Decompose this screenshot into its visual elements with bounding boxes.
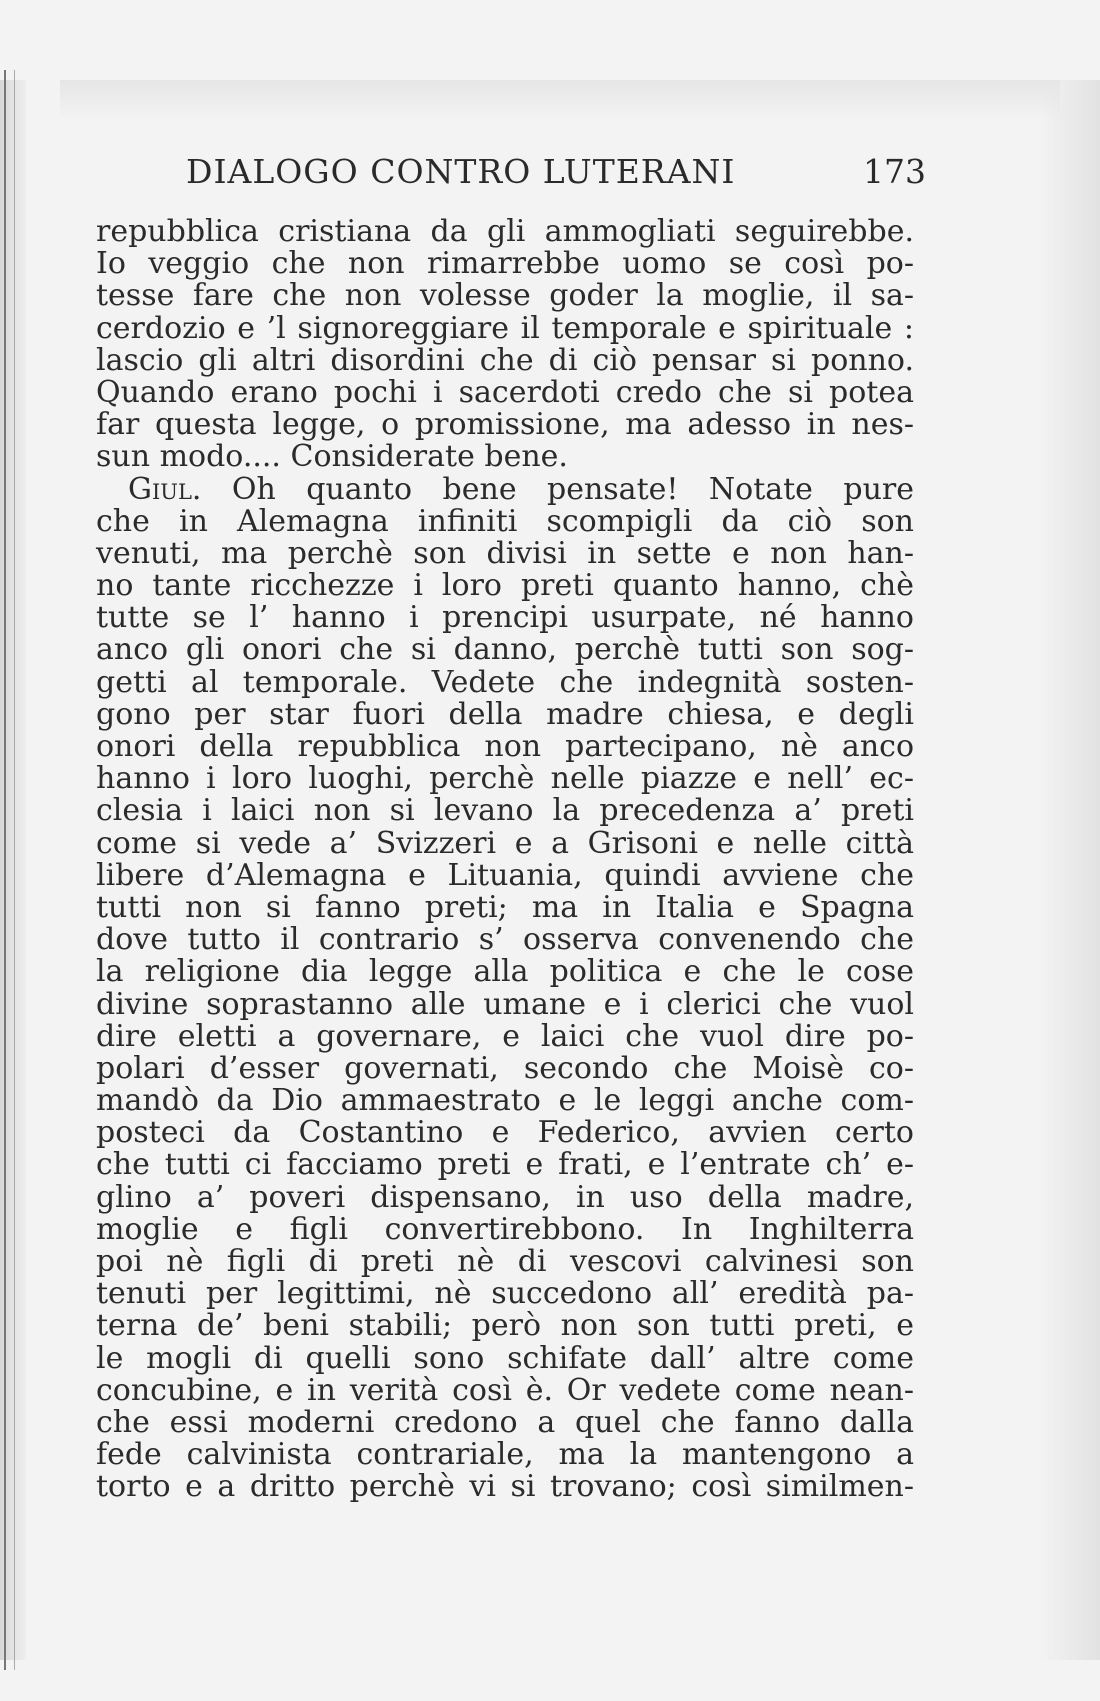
text-line: poi nè figli di preti nè di vescovi calvinesi son: [96, 1244, 914, 1279]
text-line: Io veggio che non rimarrebbe uomo se così po-: [96, 246, 914, 282]
text-line: concubine, e in verità così è. Or vedete come nean-: [96, 1372, 914, 1408]
text-line: dove tutto il contrario s’ osserva convenendo che: [96, 922, 914, 958]
text-line: la religione dia legge alla politica e che le cose: [96, 954, 914, 990]
body-text: [96, 216, 914, 1504]
running-title: DIALOGO CONTRO LUTERANI: [186, 152, 736, 191]
text-line: tenuti per legittimi, nè succedono all’ eredità pa-: [96, 1276, 914, 1312]
speaker-name: Giul.: [128, 471, 202, 507]
text-line: posteci da Costantino e Federico, avvien certo: [96, 1115, 914, 1151]
text-line: che in Alemagna infiniti scompigli da ciò son: [96, 503, 914, 539]
binding-line-inner: [14, 70, 15, 1670]
text-line: clesia i laici non si levano la precedenza a’ preti: [96, 793, 914, 829]
text-line: lascio gli altri disordini che di ciò pensar si ponno.: [96, 342, 914, 378]
text-line: gono per star fuori della madre chiesa, e degli: [96, 696, 914, 732]
page-number: 173: [863, 152, 926, 191]
text-line: le mogli di quelli sono schifate dall’ altre come: [96, 1340, 914, 1376]
text-line: tutte se l’ hanno i prencipi usurpate, né hanno: [96, 600, 914, 636]
text-line: onori della repubblica non partecipano, nè anco: [96, 729, 914, 764]
text-line: polari d’esser governati, secondo che Moisè co-: [96, 1050, 914, 1086]
text-line: repubblica cristiana da gli ammogliati seguirebbe.: [96, 214, 914, 249]
binding-line: [4, 70, 6, 1670]
text-line: terna de’ beni stabili; però non son tutti preti, e: [96, 1308, 914, 1344]
text-line: divine soprastanno alle umane e i clerici che vuol: [96, 986, 914, 1022]
text-line: che tutti ci facciamo preti e frati, e l’entrate ch’ e-: [96, 1147, 914, 1183]
text-line: Giul. Oh quanto bene pensate! Notate pure: [128, 471, 914, 507]
text-line: cerdozio e ’l signoreggiare il temporale e spirituale :: [96, 310, 914, 346]
text-line: venuti, ma perchè son divisi in sette e non han-: [96, 535, 914, 571]
text-line: far questa legge, o promissione, ma adesso in nes-: [96, 407, 914, 443]
scan-smudge: [60, 80, 1060, 120]
text-line: che essi moderni credono a quel che fanno dalla: [96, 1404, 914, 1440]
text-line: Quando erano pochi i sacerdoti credo che si potea: [96, 374, 914, 410]
text-line: fede calvinista contrariale, ma la mantengono a: [96, 1437, 914, 1473]
text-line: sun modo.... Considerate bene.: [96, 439, 568, 475]
text-line: tutti non si fanno preti; ma in Italia e Spagna: [96, 889, 914, 925]
text-line: getti al temporale. Vedete che indegnità sosten-: [96, 664, 914, 700]
text-line: anco gli onori che si danno, perchè tutti son sog-: [96, 632, 914, 668]
text-line: dire eletti a governare, e laici che vuol dire po-: [96, 1018, 914, 1054]
text-line: tesse fare che non volesse goder la moglie, il sa-: [96, 278, 914, 314]
text-line: glino a’ poveri dispensano, in uso della madre,: [96, 1179, 914, 1215]
text-line: libere d’Alemagna e Lituania, quindi avviene che: [96, 857, 914, 893]
text-line: moglie e figli convertirebbono. In Inghilterra: [96, 1211, 914, 1247]
text-line: hanno i loro luoghi, perchè nelle piazze e nell’ ec-: [96, 761, 914, 797]
text-line: torto e a dritto perchè vi si trovano; così similmen-: [96, 1469, 914, 1505]
page-edge-shadow: [1040, 80, 1100, 1660]
text-line: come si vede a’ Svizzeri e a Grisoni e nelle città: [96, 825, 914, 861]
text-line: mandò da Dio ammaestrato e le leggi anche com-: [96, 1083, 914, 1119]
text-line: no tante ricchezze i loro preti quanto hanno, chè: [96, 568, 914, 604]
running-header: [186, 152, 926, 202]
